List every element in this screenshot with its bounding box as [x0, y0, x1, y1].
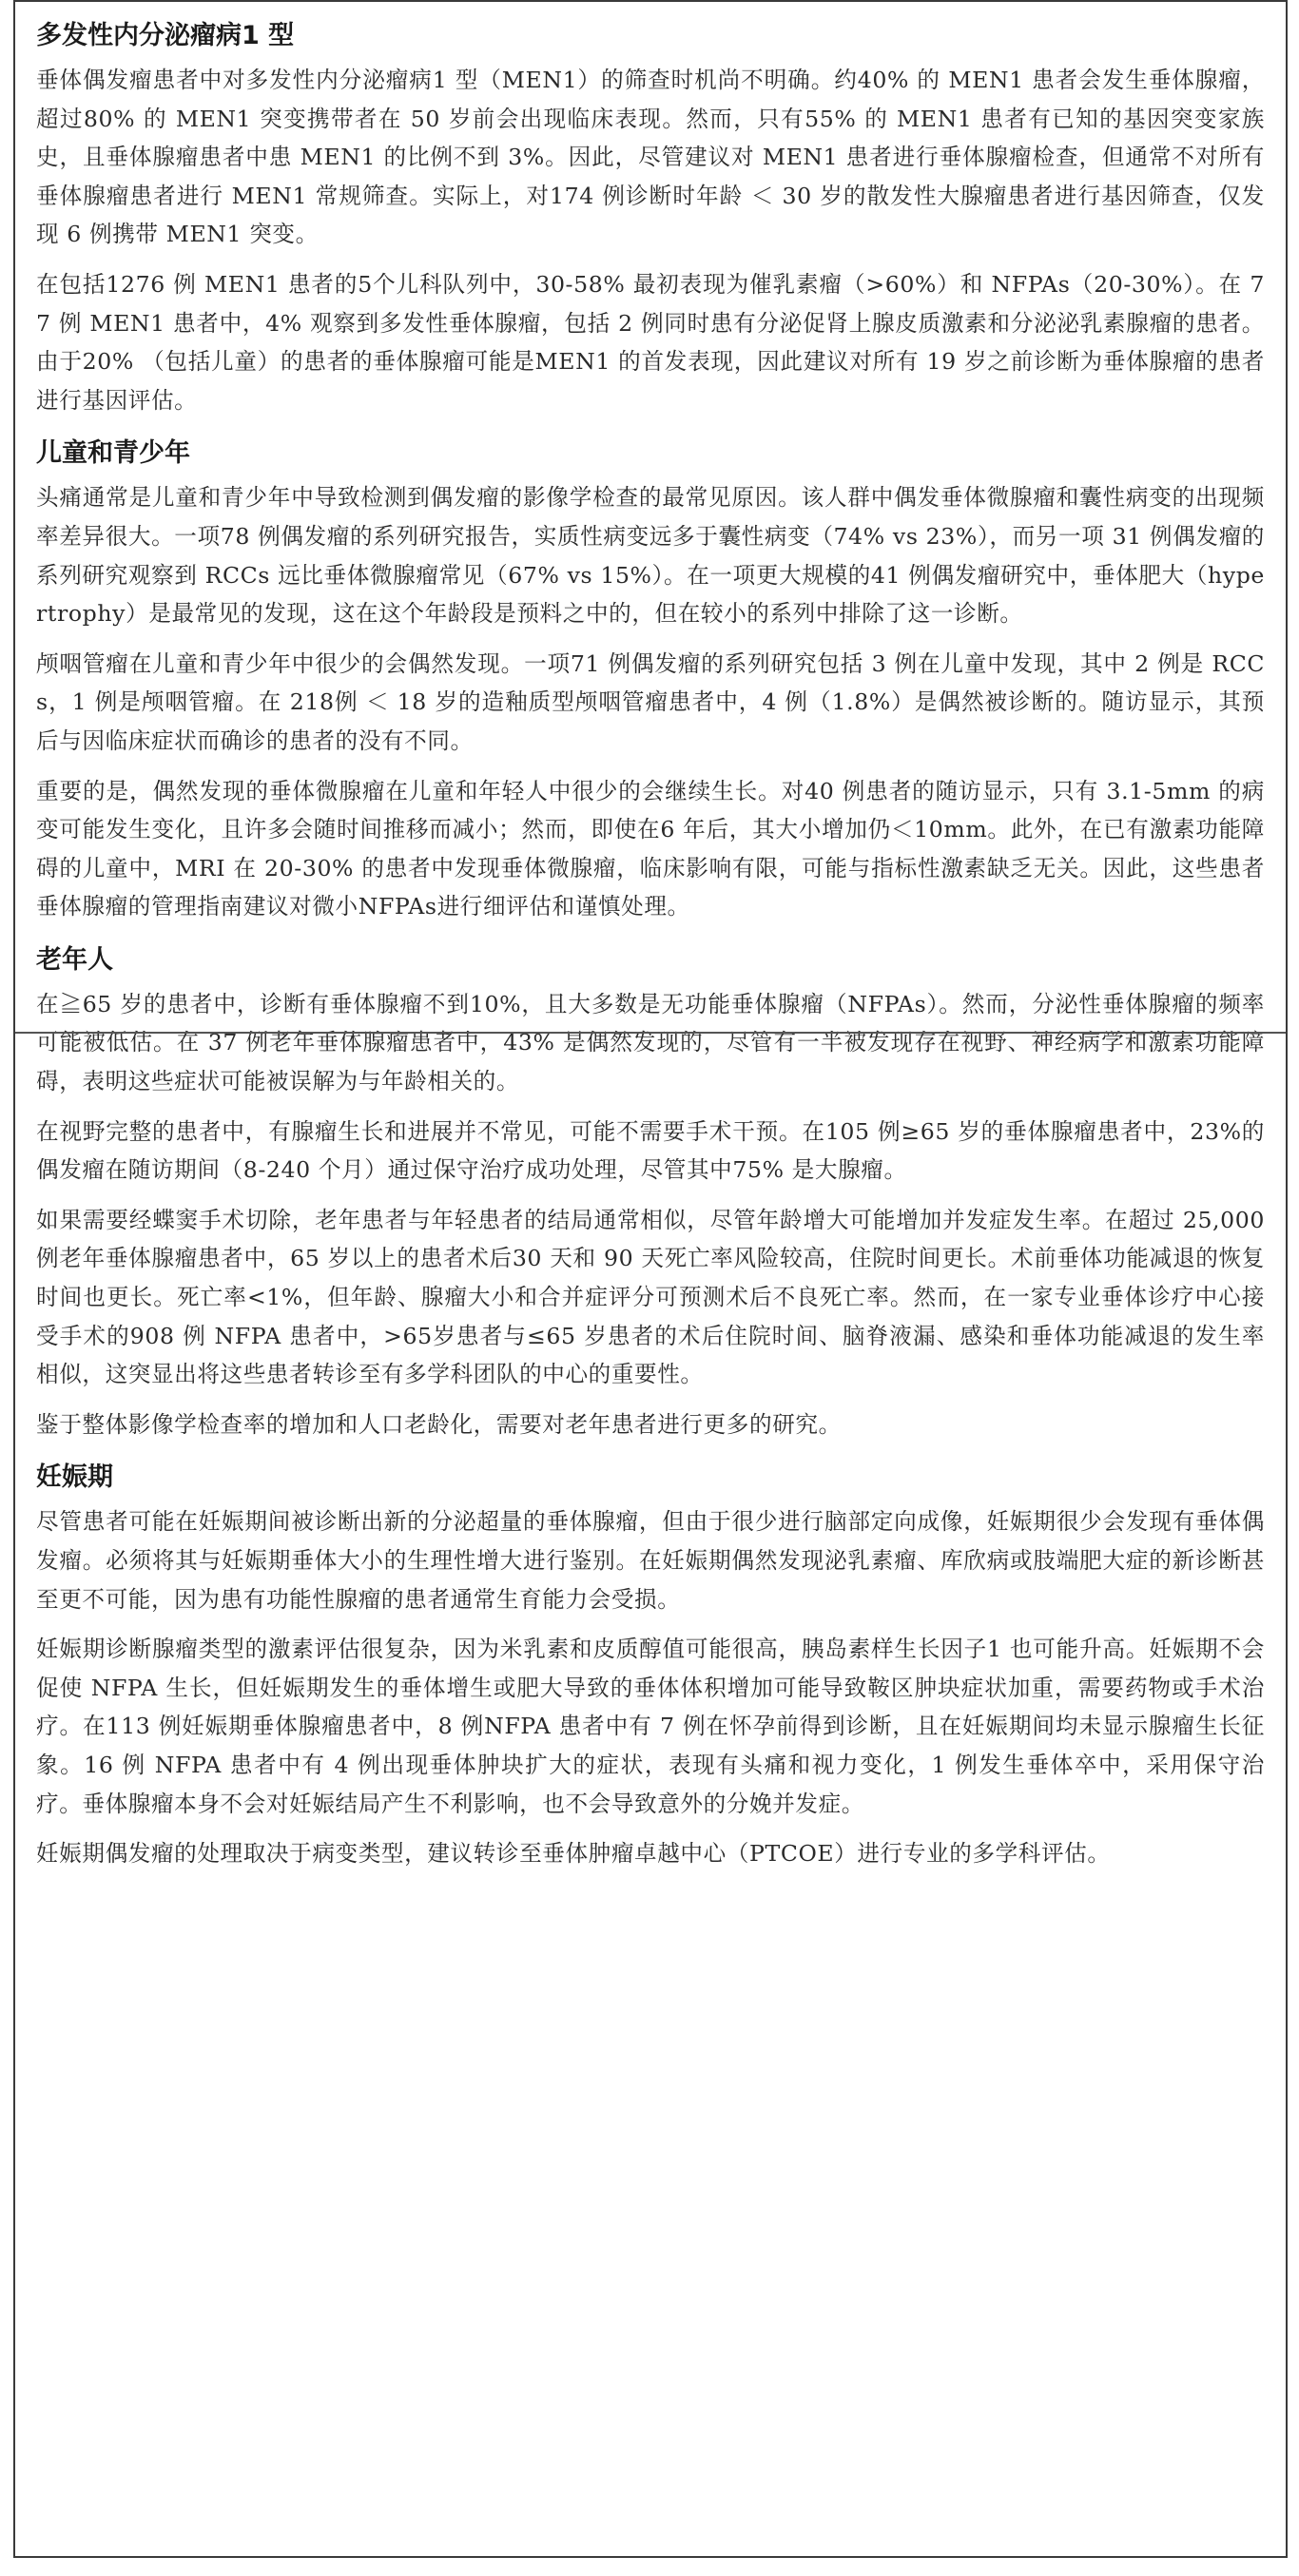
paragraph: 妊娠期诊断腺瘤类型的激素评估很复杂，因为米乳素和皮质醇值可能很高，胰岛素样生长因子1 也可能升高。妊娠期不会促使 NFPA 生长，但妊娠期发生的垂体增生或肥大导致的垂体体积增加可能导致鞍区肿块症状加重，需要药物或手术治疗。在113 例妊娠期垂体腺瘤患者中，8 例NFPA 患者中有 7 例在怀孕前得到诊断，且在妊娠期间均未显示腺瘤生长征象。16 例 NFPA 患者中有 4 例出现垂体肿块扩大的症状，表现有头痛和视力变化，1 例发生垂体卒中，采用保守治疗。垂体腺瘤本身不会对妊娠结局产生不利影响，也不会导致意外的分娩并发症。 — [36, 1636, 1265, 1817]
paragraph: 重要的是，偶然发现的垂体微腺瘤在儿童和年轻人中很少的会继续生长。对40 例患者的随访显示，只有 3.1-5mm 的病变可能发生变化，且许多会随时间推移而减小；然而，即使在6 年后，其大小增加仍＜10mm。此外，在已有激素功能障碍的儿童中，MRI 在 20-30% 的患者中发现垂体微腺瘤，临床影响有限，可能与指标性激素缺乏无关。因此，这些患者垂体腺瘤的管理指南建议对微小NFPAs进行细评估和谨慎处理。 — [36, 777, 1265, 920]
section-title-elderly: 老年人 — [36, 944, 113, 975]
paragraph: 在视野完整的患者中，有腺瘤生长和进展并不常见，可能不需要手术干预。在105 例≥65 岁的垂体腺瘤患者中，23%的偶发瘤在随访期间（8-240 个月）通过保守治疗成功处理，尽管其中75% 是大腺瘤。 — [36, 1117, 1265, 1184]
paragraph: 头痛通常是儿童和青少年中导致检测到偶发瘤的影像学检查的最常见原因。该人群中偶发垂体微腺瘤和囊性病变的出现频率差异很大。一项78 例偶发瘤的系列研究报告，实质性病变远多于囊性病变（74% vs 23%），而另一项 31 例偶发瘤的系列研究观察到 RCCs 远比垂体微腺瘤常见（67% vs 15%）。在一项更大规模的41 例偶发瘤研究中，垂体肥大（hypertrophy）是最常见的发现，这在这个年龄段是预料之中的，但在较小的系列中排除了这一诊断。 — [36, 484, 1265, 628]
section-title-children: 儿童和青少年 — [36, 438, 190, 469]
paragraph: 颅咽管瘤在儿童和青少年中很少的会偶然发现。一项71 例偶发瘤的系列研究包括 3 例在儿童中发现，其中 2 例是 RCCs，1 例是颅咽管瘤。在 218例 ＜ 18 岁的造釉质型颅咽管瘤患者中，4 例（1.8%）是偶然被诊断的。随访显示，其预后与因临床症状而确诊的患者的没有不同。 — [36, 649, 1265, 754]
paragraph: 鉴于整体影像学检查率的增加和人口老龄化，需要对老年患者进行更多的研究。 — [36, 1410, 842, 1438]
paragraph: 在≧65 岁的患者中，诊断有垂体腺瘤不到10%，且大多数是无功能垂体腺瘤（NFPAs）。然而，分泌性垂体腺瘤的频率可能被低估。在 37 例老年垂体腺瘤患者中，43% 是偶然发现的，尽管有一半被发现存在视野、神经病学和激素功能障碍，表明这些症状可能被误解为与年龄相关的。 — [36, 990, 1265, 1095]
paragraph: 妊娠期偶发瘤的处理取决于病变类型，建议转诊至垂体肿瘤卓越中心（PTCOE）进行专业的多学科评估。 — [36, 1840, 1111, 1868]
document-frame — [13, 0, 1288, 2558]
paragraph: 垂体偶发瘤患者中对多发性内分泌瘤病1 型（MEN1）的筛查时机尚不明确。约40% 的 MEN1 患者会发生垂体腺瘤，超过80% 的 MEN1 突变携带者在 50 岁前会出现临床表现。然而，只有55% 的 MEN1 患者有已知的基因突变家族史，且垂体腺瘤患者中患 MEN1 的比例不到 3%。因此，尽管建议对 MEN1 患者进行垂体腺瘤检查，但通常不对所有垂体腺瘤患者进行 MEN1 常规筛查。实际上，对174 例诊断时年龄 ＜ 30 岁的散发性大腺瘤患者进行基因筛查，仅发现 6 例携带 MEN1 突变。 — [36, 67, 1265, 248]
paragraph: 在包括1276 例 MEN1 患者的5个儿科队列中，30-58% 最初表现为催乳素瘤（>60%）和 NFPAs（20-30%）。在 77 例 MEN1 患者中，4% 观察到多发性垂体腺瘤，包括 2 例同时患有分泌促肾上腺皮质激素和分泌泌乳素腺瘤的患者。由于20% （包括儿童）的患者的垂体腺瘤可能是MEN1 的首发表现，因此建议对所有 19 岁之前诊断为垂体腺瘤的患者进行基因评估。 — [36, 270, 1265, 414]
section-title-pregnancy: 妊娠期 — [36, 1462, 113, 1493]
section-title-men1: 多发性内分泌瘤病1 型 — [36, 21, 295, 50]
paragraph: 尽管患者可能在妊娠期间被诊断出新的分泌超量的垂体腺瘤，但由于很少进行脑部定向成像，妊娠期很少会发现有垂体偶发瘤。必须将其与妊娠期垂体大小的生理性增大进行鉴别。在妊娠期偶然发现泌乳素瘤、库欣病或肢端肥大症的新诊断甚至更不可能，因为患有功能性腺瘤的患者通常生育能力会受损。 — [36, 1508, 1265, 1613]
paragraph: 如果需要经蝶窦手术切除，老年患者与年轻患者的结局通常相似，尽管年龄增大可能增加并发症发生率。在超过 25,000 例老年垂体腺瘤患者中，65 岁以上的患者术后30 天和 90 天死亡率风险较高，住院时间更长。术前垂体功能减退的恢复时间也更长。死亡率<1%，但年龄、腺瘤大小和合并症评分可预测术后不良死亡率。然而，在一家专业垂体诊疗中心接受手术的908 例 NFPA 患者中，>65岁患者与≤65 岁患者的术后住院时间、脑脊液漏、感染和垂体功能减退的发生率相似，这突显出将这些患者转诊至有多学科团队的中心的重要性。 — [36, 1206, 1265, 1388]
page-divider — [15, 1032, 1286, 1034]
